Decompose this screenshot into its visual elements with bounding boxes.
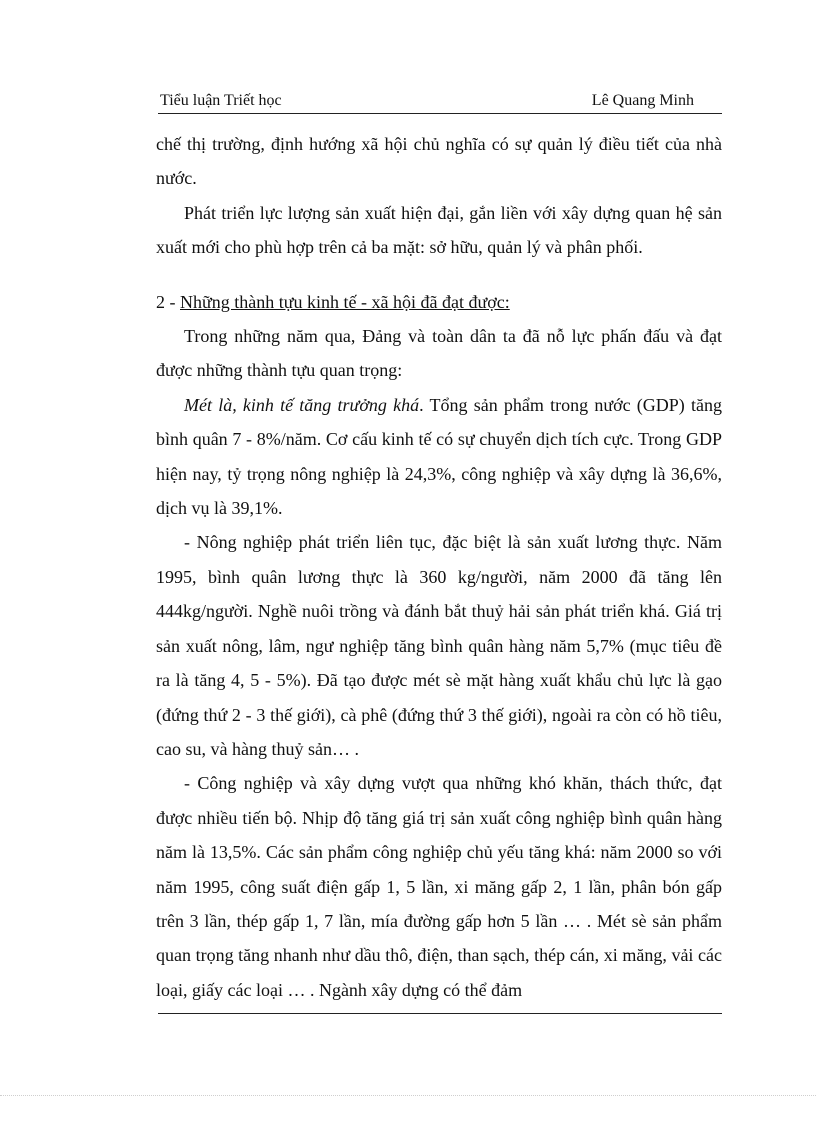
paragraph-continuation: chế thị trường, định hướng xã hội chủ nghĩa có sự quản lý điều tiết của nhà nước. (156, 134, 722, 189)
page-boundary (0, 1095, 816, 1096)
paragraph-industry: - Công nghiệp và xây dựng vượt qua những khó khăn, thách thức, đạt được nhiều tiến bộ. Nhịp độ tăng giá trị sản xuất công nghiệp bình quân hàng năm là 13,5%. Các sản phẩm công nghiệp chủ yếu tăng khá: năm 2000 so với năm 1995, công suất điện gấp 1, 5 lần, xi măng gấp 2, 1 lần, phân bón gấp trên 3 lần, thép gấp 1, 7 lần, mía đường gấp hơn 5 lần … . Mét sè sản phẩm quan trọng tăng nhanh như dầu thô, điện, than sạch, thép cán, xi măng, vải các loại, giấy các loại … . Ngành xây dựng có thể đảm (156, 773, 722, 1000)
header-author-name: Lê Quang Minh (591, 92, 694, 109)
header-rule (158, 113, 722, 114)
emphasis-first-point: Mét là, kinh tế tăng trưởng khá (184, 394, 420, 415)
document-body (156, 127, 722, 1007)
paragraph-economic-growth (156, 388, 722, 526)
page-header (160, 91, 722, 111)
paragraph-economic-growth-text: . Tổng sản phẩm trong nước (GDP) tăng bình quân 7 - 8%/năm. Cơ cấu kinh tế có sự chuyển dịch tích cực. Trong GDP hiện nay, tỷ trọng nông nghiệp là 24,3%, công nghiệp và xây dựng là 36,6%, dịch vụ là 39,1%. (156, 394, 722, 519)
header-document-title: Tiểu luận Triết học (160, 92, 282, 109)
section-spacer (156, 265, 722, 285)
footer-rule (158, 1013, 722, 1014)
section-heading (156, 285, 722, 319)
paragraph-production-forces: Phát triển lực lượng sản xuất hiện đại, gắn liền với xây dựng quan hệ sản xuất mới cho phù hợp trên cả ba mặt: sở hữu, quản lý và phân phối. (156, 202, 722, 258)
paragraph-agriculture: - Nông nghiệp phát triển liên tục, đặc biệt là sản xuất lương thực. Năm 1995, bình quân lương thực là 360 kg/người, năm 2000 đã tăng lên 444kg/người. Nghề nuôi trồng và đánh bắt thuỷ hải sản phát triển khá. Giá trị sản xuất nông, lâm, ngư nghiệp tăng bình quân hàng năm 5,7% (mục tiêu đề ra là tăng 4, 5 - 5%). Đã tạo được mét sè mặt hàng xuất khẩu chủ lực là gạo (đứng thứ 2 - 3 thế giới), cà phê (đứng thứ 3 thế giới), ngoài ra còn có hồ tiêu, cao su, và hàng thuỷ sản… . (156, 532, 722, 759)
paragraph-achievements-intro: Trong những năm qua, Đảng và toàn dân ta đã nỗ lực phấn đấu và đạt được những thành tựu quan trọng: (156, 326, 722, 381)
section-number: 2 - (156, 291, 180, 312)
section-title: Những thành tựu kinh tế - xã hội đã đạt được: (180, 291, 510, 312)
